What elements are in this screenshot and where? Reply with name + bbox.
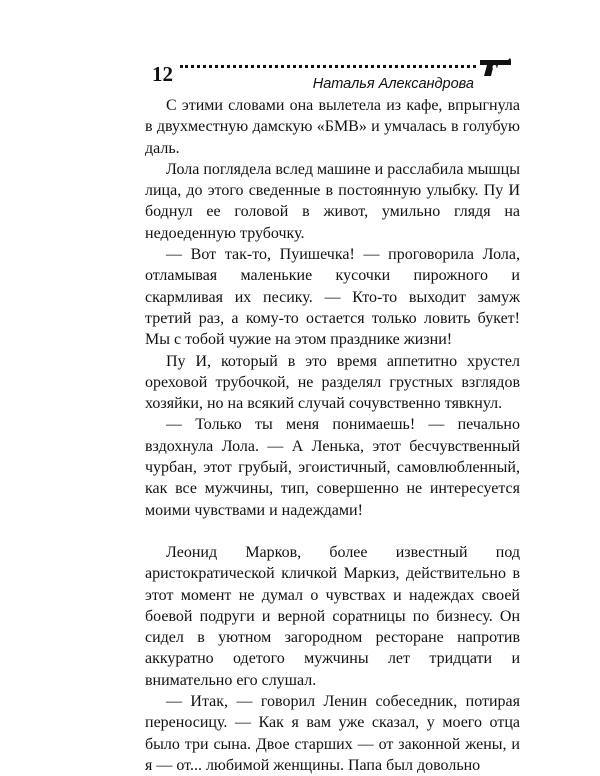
paragraph: — Итак, — говорил Ленин собеседник, потирая переносицу. — Как я вам уже сказал, у моего отца было три сына. Двое старших — от законной жены, и я — от... любимой женщины. Папа был довольно (145, 693, 520, 774)
page-number: 12 (152, 62, 173, 86)
body-text (145, 95, 520, 776)
running-head-author: Наталья Александрова (312, 76, 474, 92)
paragraph: — Только ты меня понимаешь! — печально вздохнула Лола. — А Ленька, этот бесчувственный чурбан, этот грубый, эгоистичный, самовлюбленный, как все мужчины, тип, совершенно не интересуется моими чувствами и надеждами! (145, 416, 520, 519)
paragraph: Пу И, который в это время аппетитно хрустел ореховой трубочкой, не разделял грустных взглядов хозяйки, но на всякий случай сочувственно тявкнул. (145, 352, 520, 413)
dotted-rule (180, 65, 476, 68)
paragraph: Лола поглядела вслед машине и расслабила мышцы лица, до этого сведенные в постоянную улыбку. Пу И боднул ее головой в живот, умильно глядя на недоеденную трубочку. (145, 160, 520, 242)
page-header (152, 52, 512, 92)
paragraph: С этими словами она вылетела из кафе, впрыгнула в двухместную дамскую «БМВ» и умчалась в голубую даль. (145, 97, 520, 157)
paragraph: Леонид Марков, более известный под аристократической кличкой Маркиз, действительно в этот момент не думал о чувствах и надеждах своей боевой подруги и верной соратницы по бизнесу. Он сидел в уютном загородном ресторане напротив аккуратно одетого мужчины лет тридцати и внимательно его слушал. (145, 543, 520, 689)
paragraph: — Вот так-то, Пуишечка! — проговорила Лола, отламывая маленькие кусочки пирожного и скармливая их песику. — Кто-то выходит замуж третий раз, а кому-то остается только ловить букет! Мы с тобой чужие на этом празднике жизни! (145, 246, 520, 349)
pistol-icon (478, 56, 512, 78)
